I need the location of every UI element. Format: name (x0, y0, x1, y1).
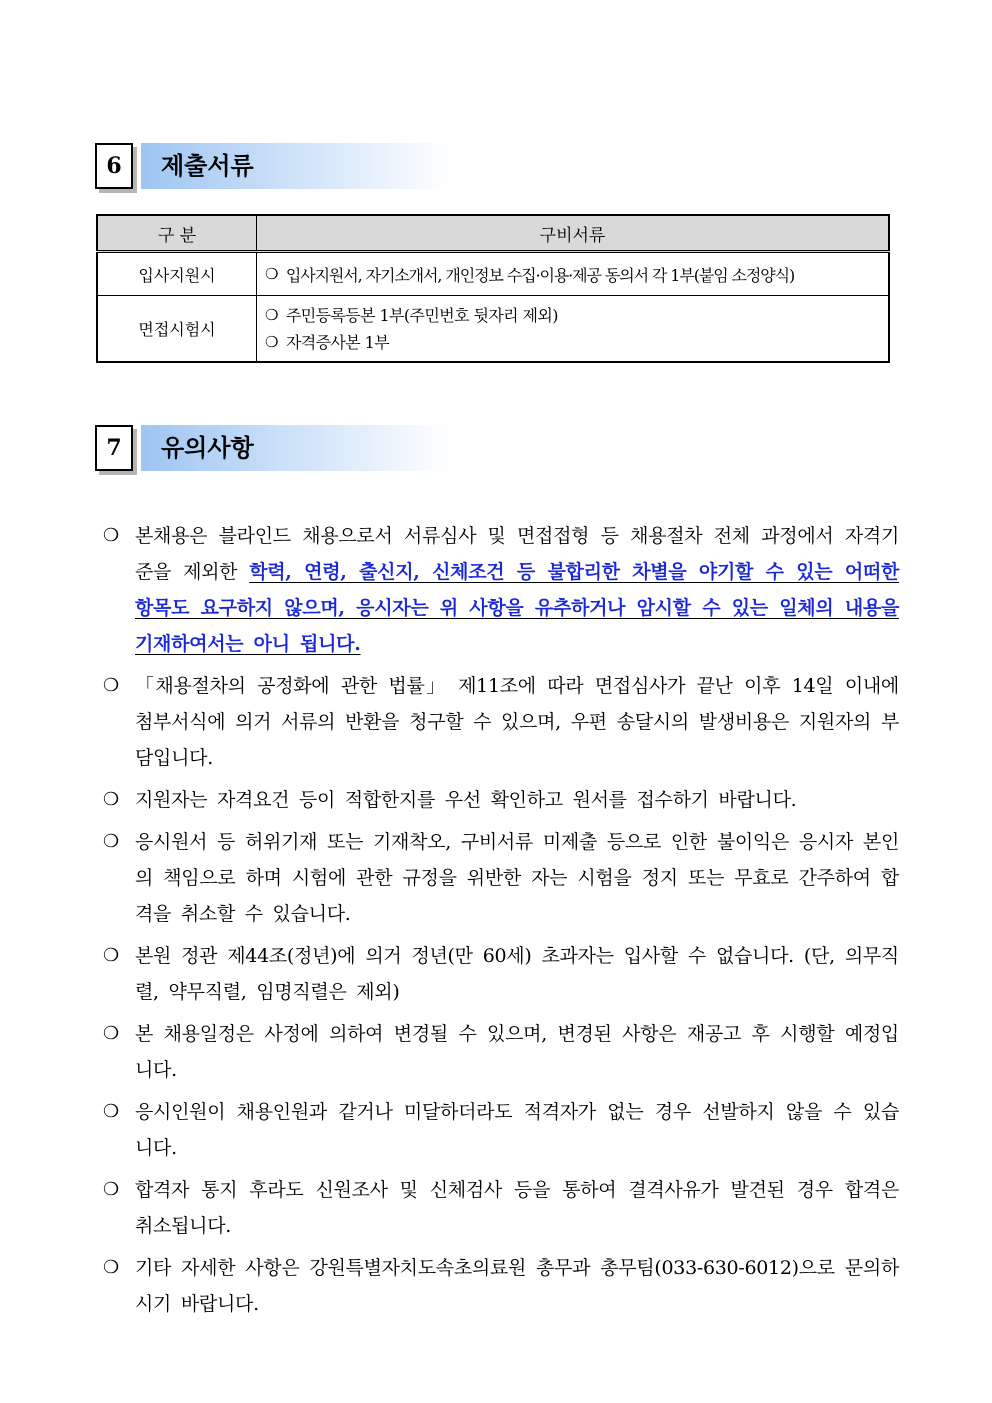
section-6-header (95, 143, 455, 189)
list-item (103, 1172, 899, 1244)
note-highlight: 학력, 연령, 출신지, 신체조건 등 불합리한 차별을 야기할 수 있는 어떠한 항목도 요구하지 않으며, 응시자는 위 사항을 유추하거나 암시할 수 있는 일체의 내용을 기재하여서는 아니 됩니다. (135, 561, 900, 655)
documents-table (96, 214, 890, 363)
circle-bullet-icon: ❍ (103, 1257, 120, 1278)
circle-bullet-icon: ❍ (265, 305, 278, 324)
circle-bullet-icon: ❍ (103, 789, 120, 810)
document-text: 자격증사본 1부 (285, 333, 390, 353)
table-row (97, 296, 889, 362)
circle-bullet-icon: ❍ (103, 525, 120, 546)
note-text: 응시인원이 채용인원과 같거나 미달하더라도 적격자가 없는 경우 선발하지 않을 수 있습니다. (135, 1101, 899, 1159)
circle-bullet-icon: ❍ (103, 945, 120, 966)
header-category: 구 분 (97, 215, 257, 252)
section-number: 6 (95, 143, 133, 189)
row-documents (257, 296, 890, 362)
note-text-plain: 본채용은 블라인드 채용으로서 서류심사 및 면접접형 등 채용절차 전체 과정에서 자격기준을 제외한 (135, 525, 899, 583)
table-header-row (97, 215, 889, 252)
document-text: 주민등록등본 1부(주민번호 뒷자리 제외) (285, 306, 558, 326)
row-category: 면접시험시 (97, 296, 257, 362)
circle-bullet-icon: ❍ (265, 332, 278, 351)
circle-bullet-icon: ❍ (103, 1101, 120, 1122)
section-number: 7 (95, 425, 133, 471)
document-item (265, 301, 880, 328)
list-item (103, 824, 899, 932)
table-row (97, 252, 889, 296)
notes-list (103, 518, 899, 1328)
list-item (103, 518, 899, 662)
circle-bullet-icon: ❍ (103, 831, 120, 852)
document-item (265, 261, 880, 288)
section-title: 유의사항 (161, 434, 254, 462)
document-text: 입사지원서, 자기소개서, 개인정보 수집·이용·제공 동의서 각 1부(붙임 소정양식) (285, 265, 795, 285)
note-text: 본원 정관 제44조(정년)에 의거 정년(만 60세) 초과자는 입사할 수 없습니다. (단, 의무직렬, 약무직렬, 임명직렬은 제외) (135, 945, 899, 1003)
list-item (103, 1016, 899, 1088)
circle-bullet-icon: ❍ (265, 265, 278, 283)
list-item (103, 668, 899, 776)
row-category: 입사지원시 (97, 252, 257, 296)
list-item (103, 1250, 899, 1322)
circle-bullet-icon: ❍ (103, 675, 120, 696)
note-text: 응시원서 등 허위기재 또는 기재착오, 구비서류 미제출 등으로 인한 불이익은 응시자 본인의 책임으로 하며 시험에 관한 규정을 위반한 자는 시험을 정지 또는 무효로 간주하여 합격을 취소할 수 있습니다. (135, 831, 899, 925)
document-item (265, 328, 880, 355)
list-item (103, 938, 899, 1010)
row-documents (257, 252, 890, 296)
note-text: 「채용절차의 공정화에 관한 법률」 제11조에 따라 면접심사가 끝난 이후 14일 이내에 첨부서식에 의거 서류의 반환을 청구할 수 있으며, 우편 송달시의 발생비용은 지원자의 부담입니다. (135, 675, 899, 769)
list-item (103, 1094, 899, 1166)
note-text: 합격자 통지 후라도 신원조사 및 신체검사 등을 통하여 결격사유가 발견된 경우 합격은 취소됩니다. (135, 1179, 899, 1237)
circle-bullet-icon: ❍ (103, 1023, 120, 1044)
section-title: 제출서류 (161, 152, 254, 180)
circle-bullet-icon: ❍ (103, 1179, 120, 1200)
note-text: 지원자는 자격요건 등이 적합한지를 우선 확인하고 원서를 접수하기 바랍니다. (135, 789, 797, 811)
section-7-header (95, 425, 455, 471)
note-text: 본 채용일정은 사정에 의하여 변경될 수 있으며, 변경된 사항은 재공고 후 시행할 예정입니다. (135, 1023, 899, 1081)
list-item (103, 782, 899, 818)
note-text: 기타 자세한 사항은 강원특별자치도속초의료원 총무과 총무팀(033-630-6012)으로 문의하시기 바랍니다. (135, 1257, 899, 1315)
header-documents: 구비서류 (257, 215, 890, 252)
note-text (135, 518, 899, 662)
